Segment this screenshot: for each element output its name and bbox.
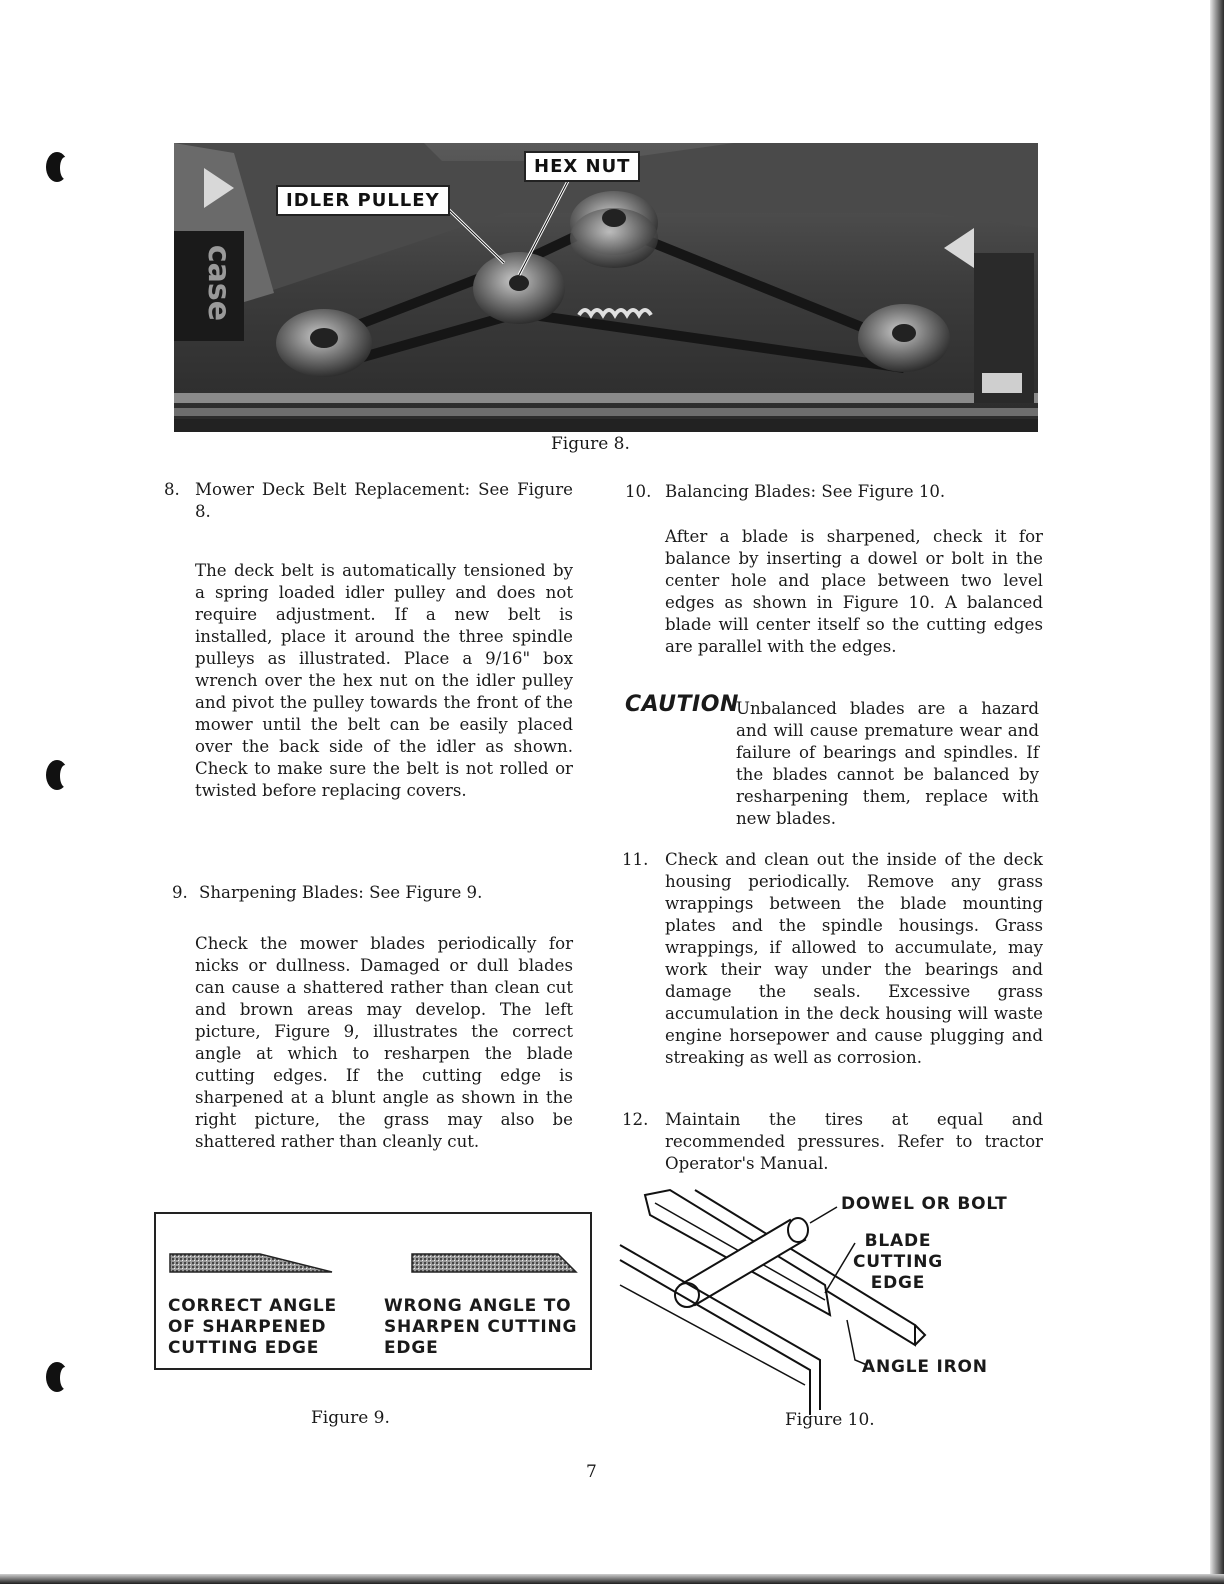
binder-hole-bottom <box>46 1362 68 1392</box>
blade-edge-diagrams <box>156 1250 590 1290</box>
wrong-angle-label: WRONG ANGLE TO SHARPEN CUTTING EDGE <box>384 1296 578 1358</box>
item-9-number: 9. <box>172 883 188 902</box>
wrong-angle-blade <box>412 1254 576 1272</box>
correct-angle-label: CORRECT ANGLE OF SHARPENED CUTTING EDGE <box>168 1296 337 1358</box>
figure-8-photo <box>174 143 1038 432</box>
item-10-title: Balancing Blades: See Figure 10. <box>665 482 946 501</box>
item-8-title: Mower Deck Belt Replacement: See Figure 8. <box>195 480 573 521</box>
figure-10-diagram <box>615 1185 1035 1415</box>
figure-9-box <box>154 1212 592 1370</box>
figure-9-caption: Figure 9. <box>311 1408 390 1428</box>
page-bottom-shadow <box>0 1574 1224 1584</box>
caution-heading: CAUTION <box>625 692 739 717</box>
binder-hole-middle <box>46 760 68 790</box>
dowel-or-bolt-label: DOWEL OR BOLT <box>841 1194 1008 1214</box>
idler-pulley-label: IDLER PULLEY <box>276 185 450 216</box>
case-logo: case <box>201 244 236 322</box>
item-11-number: 11. <box>622 850 649 869</box>
item-12-body: Maintain the tires at equal and recommended pressures. Refer to tractor Operator's Manual. <box>665 1110 1043 1173</box>
binder-hole-top <box>46 152 68 182</box>
angle-iron-label: ANGLE IRON <box>862 1357 988 1377</box>
item-10-body: After a blade is sharpened, check it for balance by inserting a dowel or bolt in the center hole and place between two level edges as shown in Figure 10. A balanced blade will center itself so the cutting edges are parallel with the edges. <box>665 527 1043 656</box>
hex-nut-label: HEX NUT <box>524 151 640 182</box>
item-8-number: 8. <box>164 480 180 499</box>
blade-cutting-edge-label: BLADE CUTTING EDGE <box>853 1231 943 1293</box>
correct-angle-blade <box>170 1254 332 1272</box>
page-edge-shadow <box>1210 0 1224 1584</box>
item-11-body: Check and clean out the inside of the deck housing periodically. Remove any grass wrappings between the blade mounting plates and the spindle housings. Grass wrappings, if allowed to accumulate, may work their way under the bearings and damage the seals. Excessive grass accumulation in the deck housing will waste engine horsepower and cause plugging and streaking as well as corrosion. <box>665 850 1043 1067</box>
figure-8-caption: Figure 8. <box>551 434 630 454</box>
item-9-title: Sharpening Blades: See Figure 9. <box>199 883 483 902</box>
item-10-number: 10. <box>625 482 652 501</box>
item-12-number: 12. <box>622 1110 649 1129</box>
item-9-body: Check the mower blades periodically for nicks or dullness. Damaged or dull blades can cause a shattered rather than clean cut and brown areas may develop. The left picture, Figure 9, illustrates the correct angle at which to resharpen the blade cutting edges. If the cutting edge is sharpened at a blunt angle as shown in the right picture, the grass may also be shattered rather than cleanly cut. <box>195 934 573 1151</box>
item-8-body: The deck belt is automatically tensioned by a spring loaded idler pulley and does not require adjustment. If a new belt is installed, place it around the three spindle pulleys as illustrated. Place a 9/16" box wrench over the hex nut on the idler pulley and pivot the pulley towards the front of the mower until the belt can be easily placed over the back side of the idler as shown. Check to make sure the belt is not rolled or twisted before replacing covers. <box>195 561 573 800</box>
figure-10-caption: Figure 10. <box>785 1410 875 1430</box>
caution-text: Unbalanced blades are a hazard and will cause premature wear and failure of bearings and spindles. If the blades cannot be balanced by resharpening them, replace with new blades. <box>736 699 1039 828</box>
caution-text-first <box>736 698 1039 830</box>
page-number: 7 <box>586 1462 597 1482</box>
